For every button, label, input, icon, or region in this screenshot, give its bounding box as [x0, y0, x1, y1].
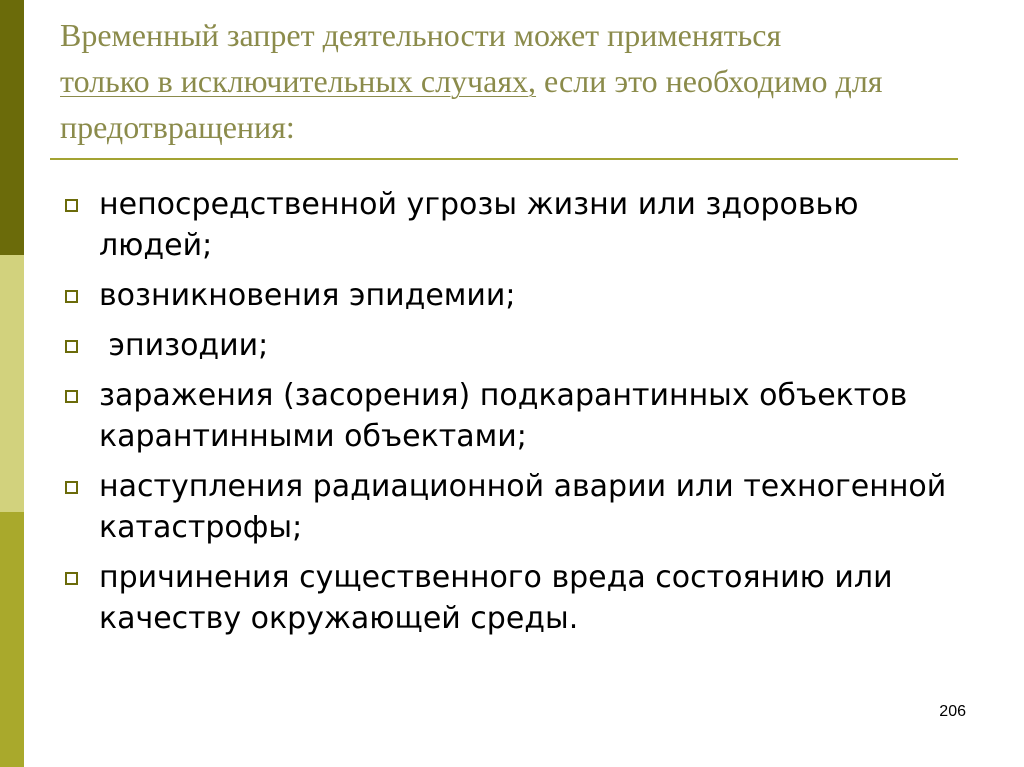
bullet-square-icon — [65, 290, 78, 303]
sidebar-band-light — [0, 255, 24, 512]
title-part-1: Временный запрет деятельности может применяться — [60, 17, 782, 53]
bullet-text: возникновения эпидемии; — [99, 278, 516, 313]
bullet-list — [60, 184, 960, 648]
bullet-text: непосредственной угрозы жизни или здоровью людей; — [99, 187, 869, 263]
sidebar-band-dark — [0, 0, 24, 255]
bullet-text: причинения существенного вреда состоянию или качеству окружающей среды. — [99, 560, 903, 636]
bullet-text: наступления радиационной аварии или техногенной катастрофы; — [99, 469, 956, 545]
bullet-text: заражения (засорения) подкарантинных объектов карантинными объектами; — [99, 378, 917, 454]
bullet-square-icon — [65, 340, 78, 353]
bullet-square-icon — [65, 481, 78, 494]
bullet-item — [60, 325, 960, 366]
slide-title — [60, 12, 960, 150]
bullet-item — [60, 375, 960, 457]
bullet-item — [60, 184, 960, 266]
bullet-square-icon — [65, 390, 78, 403]
sidebar-band-mid — [0, 512, 24, 767]
title-part-3: если это необходимо для предотвращения: — [60, 63, 883, 145]
bullet-item — [60, 466, 960, 548]
bullet-item — [60, 557, 960, 639]
title-part-underlined: только в исключительных случаях, — [60, 63, 537, 99]
title-divider — [50, 158, 958, 160]
slide-number: 206 — [939, 703, 966, 720]
bullet-item — [60, 275, 960, 316]
bullet-square-icon — [65, 572, 78, 585]
bullet-square-icon — [65, 199, 78, 212]
bullet-text: эпизодии; — [99, 328, 269, 363]
